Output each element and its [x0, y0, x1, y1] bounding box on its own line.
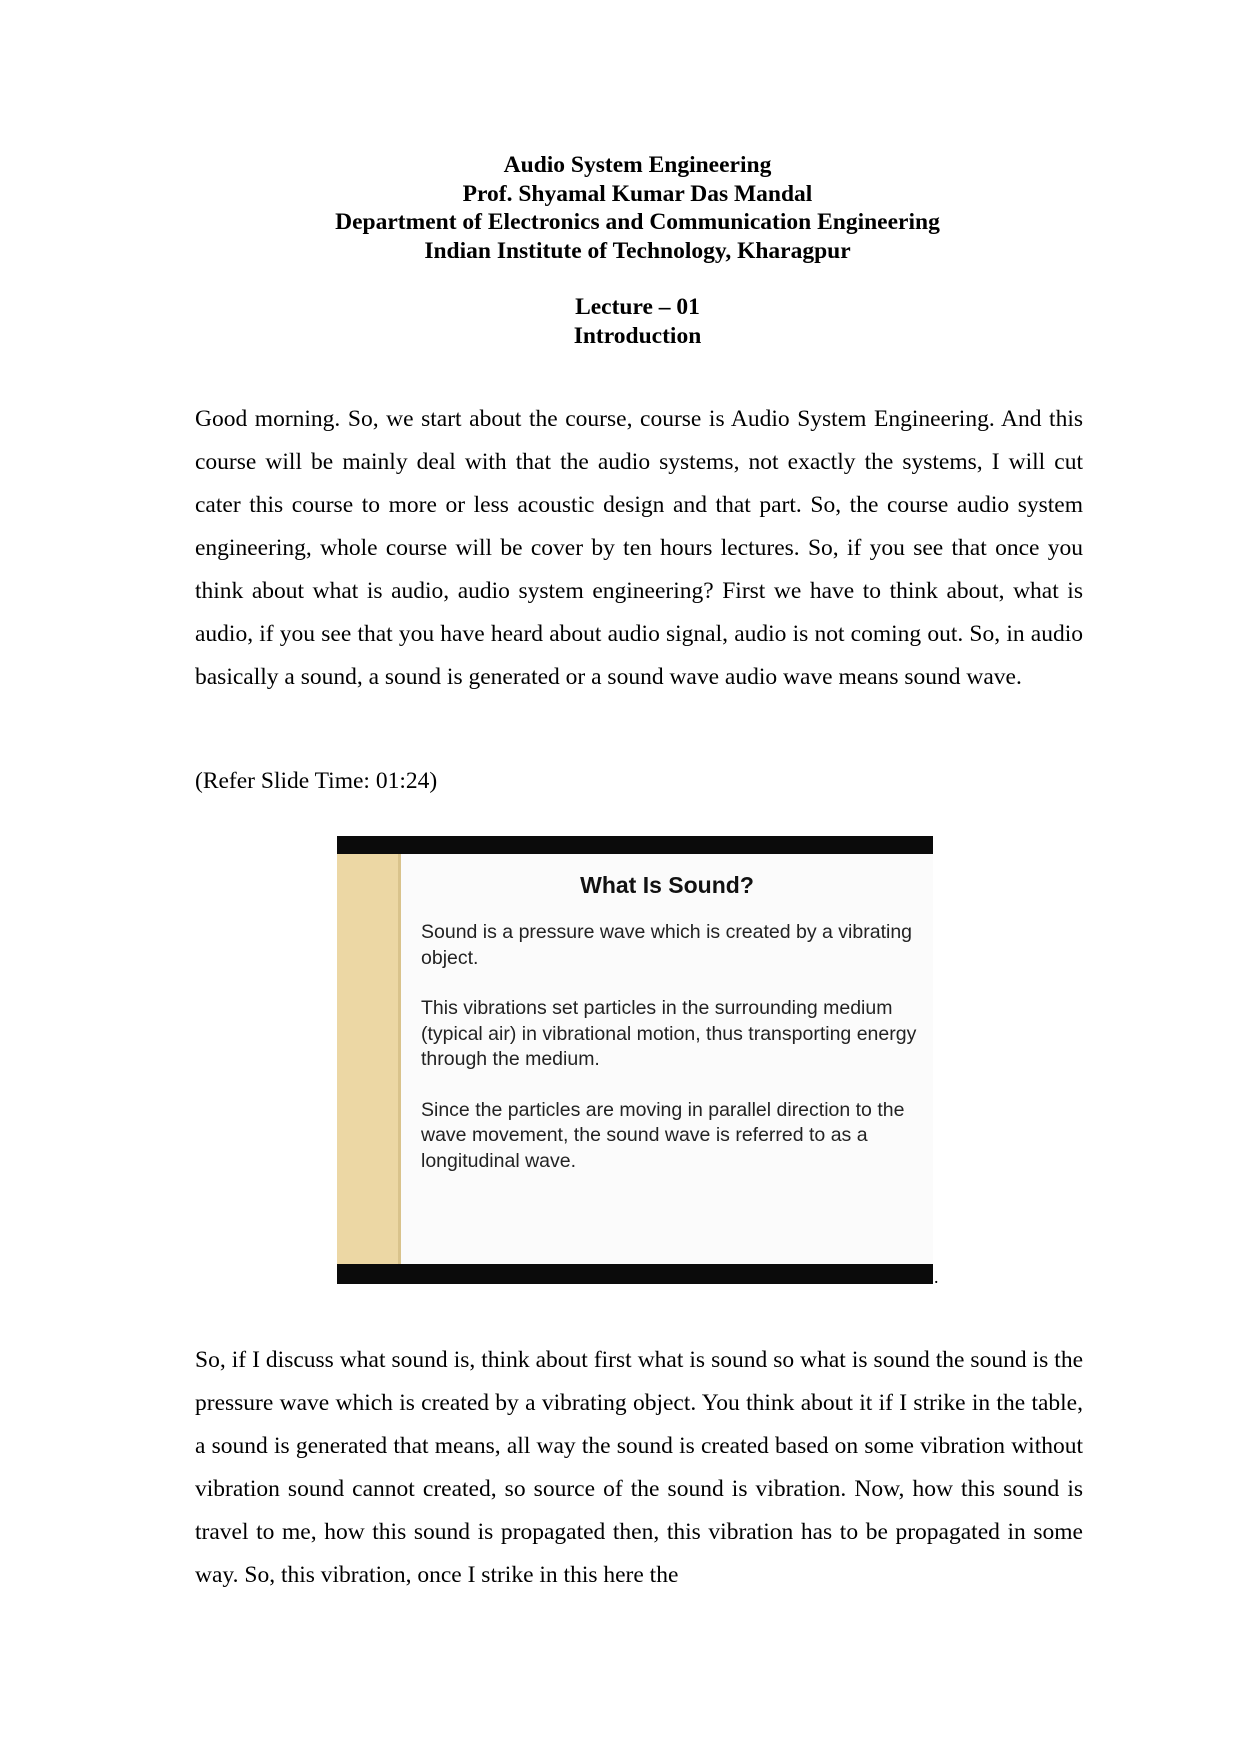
slide-stripe-edge	[398, 854, 401, 1264]
paragraph-2: So, if I discuss what sound is, think about first what is sound so what is sound the sound is the pressure wave which is created by a vibrating object. You think about it if I strike in the table, a sound is generated that means, all way the sound is created based on some vibration without vibration sound cannot created, so source of the sound is vibration. Now, how this sound is travel to me, how this sound is propagated then, this vibration has to be propagated in some way. So, this vibration, once I strike in this here the	[195, 1347, 1083, 1588]
slide-title: What Is Sound?	[580, 872, 754, 898]
course-header	[0, 151, 1241, 265]
course-title: Audio System Engineering	[503, 152, 772, 178]
refer-slide-time: (Refer Slide Time: 01:24)	[195, 768, 438, 794]
slide-point-1: Sound is a pressure wave which is created by a vibrating object.	[421, 921, 913, 969]
paragraph-1: Good morning. So, we start about the course, course is Audio System Engineering. And this course will be mainly deal with that the audio systems, not exactly the systems, I will cut cater this course to more or less acoustic design and that part. So, the course audio system engineering, whole course will be cover by ten hours lectures. So, if you see that once you think about what is audio, audio system engineering? First we have to think about, what is audio, if you see that you have heard about audio signal, audio is not coming out. So, in audio basically a sound, a sound is generated or a sound wave audio wave means sound wave.	[195, 406, 1083, 690]
slide-bottom-bar	[337, 1264, 933, 1284]
lecture-number: Lecture – 01	[575, 294, 700, 320]
department-name: Department of Electronics and Communication Engineering	[335, 209, 940, 235]
lecture-slide-image	[337, 836, 933, 1284]
lecture-heading	[0, 293, 1241, 350]
slide-point-3: Since the particles are moving in parallel direction to the wave movement, the sound wave is referred to as a longitudinal wave.	[421, 1098, 905, 1172]
slide-side-stripe	[337, 854, 398, 1264]
professor-name: Prof. Shyamal Kumar Das Mandal	[462, 180, 813, 207]
lecture-title: Introduction	[573, 322, 702, 349]
institute-name: Indian Institute of Technology, Kharagpur	[424, 237, 851, 264]
slide-body	[421, 920, 921, 1199]
slide-top-bar	[337, 836, 933, 854]
slide-point-2: This vibrations set particles in the surrounding medium (typical air) in vibrational motion, thus transporting energy through the medium.	[421, 997, 917, 1070]
slide-trailing-mark: .	[934, 1267, 939, 1287]
